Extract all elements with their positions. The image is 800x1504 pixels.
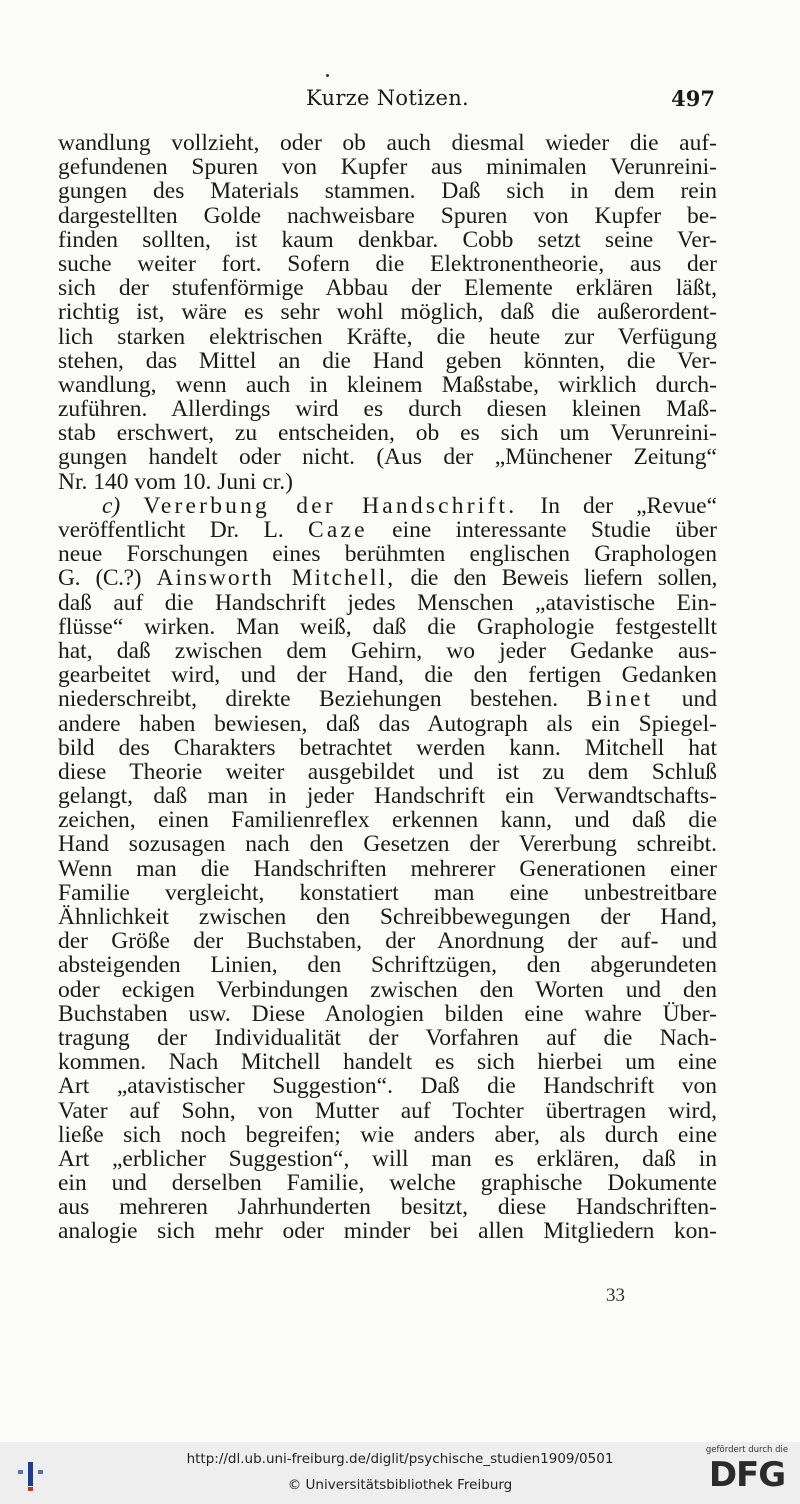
text-line: Familie vergleicht, konstatiert man eine unbestreitbare <box>58 879 717 906</box>
footer-copyright: © Universitätsbibliothek Freiburg <box>287 1477 513 1493</box>
signature-mark: 33 <box>606 1285 625 1306</box>
section-heading: Vererbung der Handschrift. <box>143 492 518 519</box>
footer-url-link[interactable]: http://dl.ub.uni-freiburg.de/diglit/psychische_studien1909/0501 <box>186 1451 614 1467</box>
text-line: oder eckigen Verbindungen zwischen den Worten und den <box>58 976 717 1003</box>
text-line <box>58 518 717 542</box>
text-line <box>58 566 717 590</box>
text-line: aus mehreren Jahrhunderten besitzt, diese Handschriften- <box>58 1194 717 1221</box>
text-line: ein und derselben Familie, welche graphische Dokumente <box>58 1170 717 1197</box>
text-fragment: veröffentlicht Dr. L. <box>58 517 284 543</box>
text-line: richtig ist, wäre es sehr wohl möglich, daß die außerordent- <box>58 299 717 326</box>
page-number: 497 <box>671 86 715 111</box>
text-line: der Größe der Buchstaben, der Anordnung der auf- und <box>58 928 717 955</box>
text-line: zeichen, einen Familienreflex erkennen kann, und daß die <box>58 807 717 834</box>
text-line: dargestellten Golde nachweisbare Spuren von Kupfer be- <box>58 202 717 229</box>
text-line: Vater auf Sohn, von Mutter auf Tochter übertragen wird, <box>58 1097 717 1124</box>
text-line: Art „erblicher Suggestion“, will man es erklären, daß in <box>58 1145 717 1172</box>
text-line: wandlung vollzieht, oder ob auch diesmal wieder die auf- <box>58 130 717 156</box>
dfg-logo <box>702 1444 792 1502</box>
scan-dot <box>326 74 329 77</box>
footer-bar <box>0 1442 800 1504</box>
section-letter: c) <box>102 492 121 519</box>
body-text <box>58 131 717 1244</box>
text-line: daß auf die Handschrift jedes Menschen „atavistische Ein- <box>58 589 717 616</box>
text-line: gungen handelt oder nicht. (Aus der „Münchener Zeitung“ <box>58 444 717 471</box>
running-head <box>60 86 715 114</box>
text-line: ließe sich noch begreifen; wie anders aber, als durch eine <box>58 1121 717 1148</box>
text-line: neue Forschungen eines berühmten englischen Graphologen <box>58 541 717 568</box>
text-line: stab erschwert, zu entscheiden, ob es sich um Verunreini- <box>58 420 717 447</box>
text-line: Art „atavistischer Suggestion“. Daß die Handschrift von <box>58 1073 717 1100</box>
text-line: gefundenen Spuren von Kupfer aus minimalen Verunreini- <box>58 154 717 181</box>
text-line: analogie sich mehr oder minder bei allen Mitgliedern kon- <box>58 1218 717 1245</box>
running-title: Kurze Notizen. <box>305 86 470 110</box>
text-line <box>58 687 717 711</box>
text-line: lich starken elektrischen Kräfte, die heute zur Verfügung <box>58 323 717 350</box>
section-heading-line <box>58 494 717 518</box>
text-line: Buchstaben usw. Diese Anologien bilden eine wahre Über- <box>58 1000 717 1027</box>
text-line: tragung der Individualität der Vorfahren auf die Nach- <box>58 1024 717 1051</box>
text-line: stehen, das Mittel an die Hand geben könnten, die Ver- <box>58 347 717 374</box>
section-heading-rest: In der „Revue“ <box>540 492 717 519</box>
text-line: suche weiter fort. Sofern die Elektronentheorie, aus der <box>58 250 717 277</box>
text-line: zuführen. Allerdings wird es durch diesen kleinen Maß- <box>58 396 717 423</box>
text-line: wandlung, wenn auch in kleinem Maßstabe, wirklich durch- <box>58 371 717 398</box>
person-name-caze: Caze <box>308 517 368 543</box>
text-line: Ähnlichkeit zwischen den Schreibbewegungen der Hand, <box>58 904 717 930</box>
text-line: kommen. Nach Mitchell handelt es sich hierbei um eine <box>58 1049 717 1076</box>
text-line: sich der stufenförmige Abbau der Elemente erklären läßt, <box>58 275 717 302</box>
text-line: Hand sozusagen nach den Gesetzen der Vererbung schreibt. <box>58 831 717 858</box>
person-name-mitchell: Ainsworth Mitchell, <box>156 565 396 592</box>
text-fragment: die den Beweis liefern sollen, <box>410 565 717 592</box>
person-name-binet: Binet <box>586 686 654 713</box>
text-line: flüsse“ wirken. Man weiß, daß die Graphologie festgestellt <box>58 613 717 640</box>
text-fragment: eine interessante Studie über <box>392 517 717 543</box>
text-line: diese Theorie weiter ausgebildet und ist zu dem Schluß <box>58 758 717 785</box>
dfg-logo-text: DFG <box>708 1455 786 1495</box>
text-line: andere haben bewiesen, daß das Autograph als ein Spiegel- <box>58 710 717 737</box>
text-fragment: niederschreibt, direkte Beziehungen bestehen. <box>58 686 559 713</box>
text-line: Wenn man die Handschriften mehrerer Generationen einer <box>58 855 717 882</box>
dfg-funded-text: gefördert durch die <box>705 1445 789 1455</box>
text-line: finden sollten, ist kaum denkbar. Cobb setzt seine Ver- <box>58 226 717 253</box>
text-line: gungen des Materials stammen. Daß sich in dem rein <box>58 178 717 205</box>
text-line: hat, daß zwischen dem Gehirn, wo jeder Gedanke aus- <box>58 637 717 664</box>
text-line: absteigenden Linien, den Schriftzügen, den abgerundeten <box>58 952 717 979</box>
text-fragment: G. (C.?) <box>58 565 142 592</box>
text-fragment: und <box>681 686 718 713</box>
text-line: gearbeitet wird, und der Hand, die den fertigen Gedanken <box>58 662 717 689</box>
text-line: Nr. 140 vom 10. Juni cr.) <box>58 468 293 495</box>
text-line: gelangt, daß man in jeder Handschrift ein Verwandtschafts- <box>58 783 717 810</box>
text-line: bild des Charakters betrachtet werden kann. Mitchell hat <box>58 734 717 761</box>
